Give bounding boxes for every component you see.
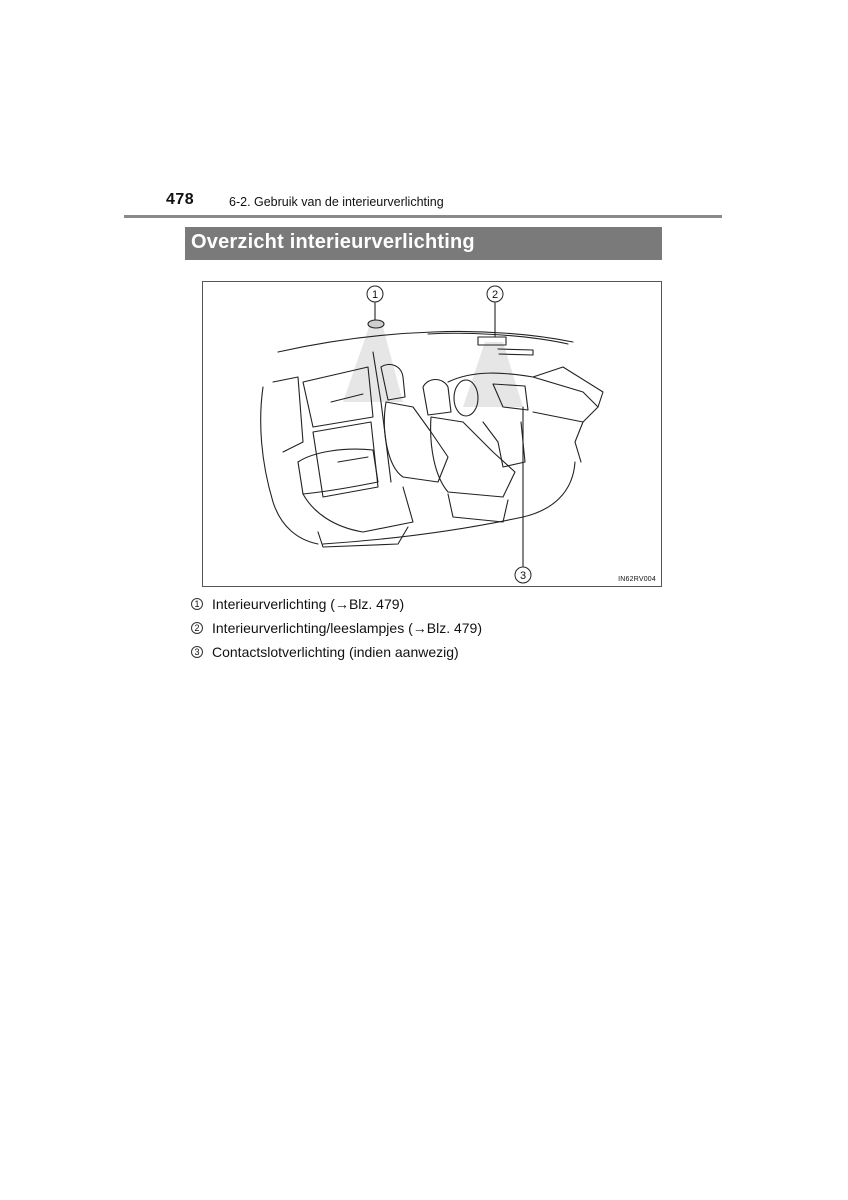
legend-text: Interieurverlichting (→Blz. 479): [212, 596, 405, 612]
legend-text: Contactslotverlichting (indien aanwezig): [212, 644, 459, 660]
legend-item: [191, 592, 482, 616]
legend-list: [191, 592, 482, 664]
legend-number-badge: 1: [191, 598, 203, 610]
legend-number-badge: 2: [191, 622, 203, 634]
legend-text: Interieurverlichting/leeslampjes (→Blz. 479): [212, 620, 482, 636]
interior-illustration: [202, 281, 662, 587]
legend-number-badge: 3: [191, 646, 203, 658]
image-code: IN62RV004: [618, 576, 656, 583]
legend-item: [191, 640, 482, 664]
callout-3-label: 3: [519, 570, 527, 582]
section-heading-bar: [185, 227, 662, 260]
callout-1-label: 1: [371, 289, 379, 301]
car-interior-drawing: [203, 282, 661, 586]
legend-item: [191, 616, 482, 640]
header-rule: [124, 215, 722, 218]
callout-2-label: 2: [491, 289, 499, 301]
page-number: 478: [166, 191, 195, 208]
section-heading: Overzicht interieurverlichting: [191, 231, 475, 253]
section-reference: 6-2. Gebruik van de interieurverlichting: [229, 195, 444, 209]
